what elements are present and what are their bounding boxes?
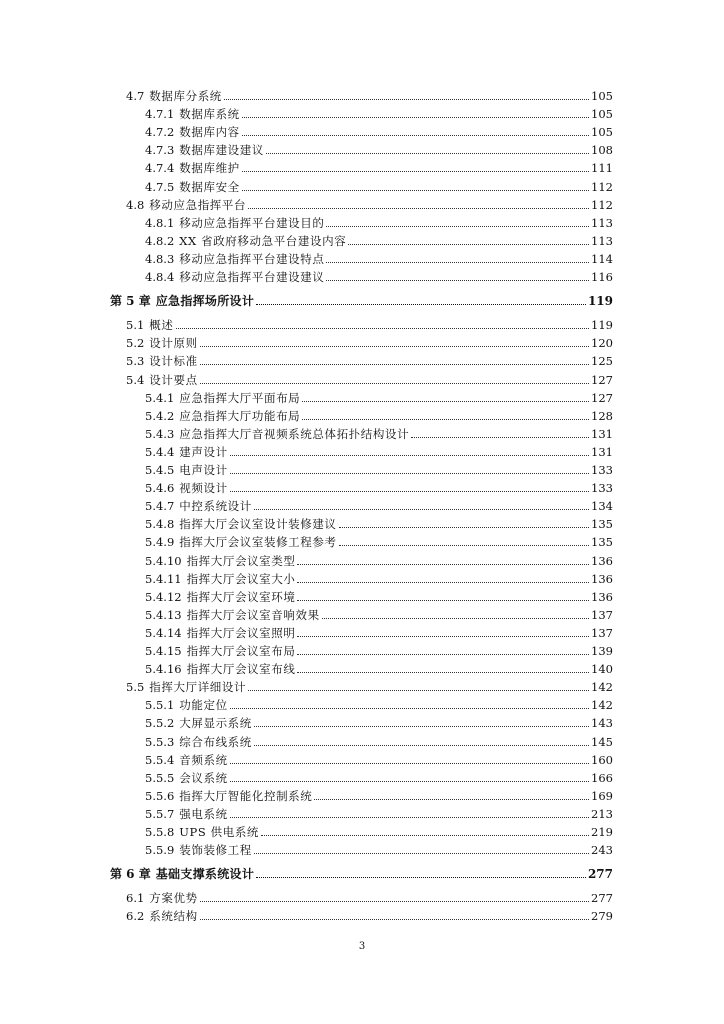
toc-entry[interactable] xyxy=(145,824,613,840)
toc-entry-page: 133 xyxy=(591,463,613,477)
toc-entry-number: 5.5.2 xyxy=(145,716,175,731)
toc-entry[interactable] xyxy=(126,679,613,695)
toc-entry-page: 213 xyxy=(591,806,613,821)
toc-entry-title: 数据库系统 xyxy=(179,107,240,122)
toc-entry[interactable] xyxy=(145,571,613,587)
dot-leader xyxy=(339,545,589,546)
dot-leader xyxy=(248,208,589,209)
toc-entry-title: 功能定位 xyxy=(179,698,228,713)
toc-entry-page: 112 xyxy=(591,179,613,194)
toc-entry-number: 5.5.1 xyxy=(145,698,175,713)
dot-leader xyxy=(254,853,589,854)
toc-entry-title: 设计要点 xyxy=(149,372,198,387)
dot-leader xyxy=(242,135,589,136)
dot-leader xyxy=(326,262,589,263)
toc-entry-title: 指挥大厅会议室照明 xyxy=(186,625,296,640)
toc-entry-number: 4.8.1 xyxy=(145,215,175,230)
toc-entry[interactable] xyxy=(145,106,613,122)
toc-entry-page: 119 xyxy=(587,294,613,309)
toc-entry-number: 5.4.10 xyxy=(145,553,182,568)
toc-entry[interactable] xyxy=(145,160,613,176)
toc-entry-page: 166 xyxy=(591,770,613,785)
toc-entry-number: 5.4.5 xyxy=(145,463,175,477)
toc-entry-page: 277 xyxy=(587,867,613,882)
dot-leader xyxy=(326,226,589,227)
toc-entry-page: 128 xyxy=(591,408,613,423)
toc-entry-number: 5.5 xyxy=(126,680,145,695)
toc-entry-page: 131 xyxy=(591,426,613,441)
toc-entry-number: 第 6 章 xyxy=(110,867,151,882)
dot-leader xyxy=(339,527,589,528)
toc-entry[interactable] xyxy=(145,734,613,750)
toc-entry-title: 指挥大厅详细设计 xyxy=(149,680,247,695)
toc-entry[interactable] xyxy=(145,625,613,641)
toc-entry-number: 4.8.2 xyxy=(145,233,175,248)
toc-entry-title: 概述 xyxy=(149,318,174,333)
toc-entry-title: 指挥大厅会议室环境 xyxy=(186,589,296,604)
toc-entry-page: 127 xyxy=(591,390,613,405)
toc-entry-page: 134 xyxy=(591,499,613,514)
toc-entry[interactable] xyxy=(145,534,613,550)
dot-leader xyxy=(322,618,589,619)
toc-entry-number: 4.7.1 xyxy=(145,107,175,122)
toc-entry-number: 5.5.8 xyxy=(145,825,175,839)
toc-entry-page: 135 xyxy=(591,517,613,532)
toc-entry-title: 系统结构 xyxy=(149,909,198,924)
toc-entry-page: 111 xyxy=(591,161,613,176)
toc-entry-page: 145 xyxy=(591,734,613,749)
dot-leader xyxy=(230,708,589,709)
toc-entry-title: 应急指挥大厅平面布局 xyxy=(179,390,301,405)
toc-entry-title: 数据库安全 xyxy=(179,179,240,194)
toc-entry[interactable] xyxy=(145,752,613,768)
toc-entry-page: 136 xyxy=(591,553,613,568)
toc-entry-page: 125 xyxy=(591,354,613,369)
toc-entry[interactable] xyxy=(145,607,613,623)
toc-entry-page: 142 xyxy=(591,698,613,713)
toc-entry[interactable] xyxy=(145,715,613,731)
toc-entry-title: 应急指挥场所设计 xyxy=(155,294,255,309)
dot-leader xyxy=(242,117,589,118)
toc-entry-number: 5.4.2 xyxy=(145,408,175,423)
toc-entry[interactable] xyxy=(126,890,613,906)
toc-entry-number: 6.1 xyxy=(126,891,145,906)
dot-leader xyxy=(200,364,589,365)
toc-entry[interactable] xyxy=(145,444,613,460)
toc-entry-page: 105 xyxy=(591,125,613,140)
toc-entry-number: 4.7.3 xyxy=(145,143,175,158)
toc-entry-number: 5.5.5 xyxy=(145,770,175,785)
toc-entry-page: 127 xyxy=(591,372,613,387)
toc-entry-number: 5.5.4 xyxy=(145,752,175,767)
dot-leader xyxy=(224,99,589,100)
toc-entry-page: 139 xyxy=(591,644,613,658)
toc-entry-number: 4.7 xyxy=(126,89,145,103)
toc-entry[interactable] xyxy=(145,770,613,786)
toc-entry-title: 应急指挥大厅功能布局 xyxy=(179,408,301,423)
dot-leader xyxy=(411,437,589,438)
dot-leader xyxy=(200,346,589,347)
toc-entry[interactable] xyxy=(145,124,613,140)
toc-entry-page: 105 xyxy=(591,89,613,103)
toc-entry-number: 5.4.7 xyxy=(145,499,175,514)
toc-entry-title: 建声设计 xyxy=(179,444,228,459)
toc-entry-number: 4.8.3 xyxy=(145,251,175,266)
toc-entry[interactable] xyxy=(145,408,613,424)
toc-entry[interactable] xyxy=(145,215,613,231)
toc-entry-page: 137 xyxy=(591,625,613,640)
toc-entry-page: 108 xyxy=(591,143,613,158)
dot-leader xyxy=(266,153,589,154)
toc-entry[interactable] xyxy=(145,233,613,249)
dot-leader xyxy=(302,419,589,420)
toc-entry-number: 5.4.6 xyxy=(145,481,175,496)
toc-entry-number: 5.2 xyxy=(126,336,145,351)
toc-entry[interactable] xyxy=(145,498,613,514)
toc-entry-title: 指挥大厅会议室布线 xyxy=(186,662,296,677)
toc-entry[interactable] xyxy=(145,269,613,285)
toc-entry[interactable] xyxy=(145,842,613,858)
toc-entry-page: 143 xyxy=(591,716,613,731)
dot-leader xyxy=(230,455,589,456)
dot-leader xyxy=(254,745,589,746)
dot-leader xyxy=(200,919,589,920)
toc-entry-number: 5.4.16 xyxy=(145,662,182,677)
toc-entry[interactable] xyxy=(145,480,613,496)
toc-entry-page: 135 xyxy=(591,535,613,550)
toc-entry-page: 219 xyxy=(591,825,613,839)
toc-entry[interactable] xyxy=(126,317,613,333)
toc-entry-page: 160 xyxy=(591,752,613,767)
toc-entry-title: 指挥大厅会议室设计装修建议 xyxy=(179,517,337,532)
toc-entry-title: 会议系统 xyxy=(179,770,228,785)
dot-leader xyxy=(200,383,589,384)
toc-entry-title: 指挥大厅会议室布局 xyxy=(186,644,296,658)
toc-entry-number: 5.4.14 xyxy=(145,625,182,640)
dot-leader xyxy=(326,280,589,281)
dot-leader xyxy=(348,244,589,245)
toc-entry-number: 5.4.15 xyxy=(145,644,182,658)
toc-entry-page: 136 xyxy=(591,571,613,586)
toc-entry-title: 移动应急指挥平台建设建议 xyxy=(179,270,325,284)
toc-entry-page: 137 xyxy=(591,607,613,622)
dot-leader xyxy=(230,473,589,474)
toc-entry-title: UPS 供电系统 xyxy=(179,825,260,839)
toc-entry-number: 5.5.7 xyxy=(145,806,175,821)
toc-entry-page: 142 xyxy=(591,680,613,695)
dot-leader xyxy=(297,582,589,583)
toc-entry-title: 数据库分系统 xyxy=(149,89,222,103)
toc-entry-title: XX 省政府移动急平台建设内容 xyxy=(179,233,347,248)
toc-entry[interactable] xyxy=(145,643,613,659)
toc-entry-page: 140 xyxy=(591,662,613,677)
toc-entry-title: 指挥大厅会议室装修工程参考 xyxy=(179,535,337,550)
toc-entry-number: 5.5.9 xyxy=(145,843,175,858)
toc-entry-title: 指挥大厅会议室类型 xyxy=(186,553,296,568)
toc-entry-title: 移动应急指挥平台 xyxy=(149,197,247,212)
toc-entry-title: 基础支撑系统设计 xyxy=(155,867,255,882)
toc-entry-title: 装饰装修工程 xyxy=(179,843,252,858)
toc-entry-number: 5.5.6 xyxy=(145,788,175,803)
dot-leader xyxy=(176,328,590,329)
dot-leader xyxy=(230,817,589,818)
toc-entry[interactable] xyxy=(145,553,613,569)
toc-entry-title: 视频设计 xyxy=(179,481,228,496)
toc-entry-number: 4.8.4 xyxy=(145,270,175,284)
toc-entry-number: 5.4 xyxy=(126,372,145,387)
toc-entry-number: 5.4.1 xyxy=(145,390,175,405)
toc-entry-number: 5.4.4 xyxy=(145,444,175,459)
toc-entry[interactable] xyxy=(145,390,613,406)
dot-leader xyxy=(256,877,586,878)
toc-entry-page: 243 xyxy=(591,843,613,858)
dot-leader xyxy=(256,304,586,305)
toc-entry-page: 133 xyxy=(591,481,613,496)
toc-entry-title: 数据库维护 xyxy=(179,161,240,176)
toc-entry-number: 5.3 xyxy=(126,354,145,369)
toc-entry[interactable] xyxy=(145,516,613,532)
toc-entry-title: 应急指挥大厅音视频系统总体拓扑结构设计 xyxy=(179,426,410,441)
dot-leader xyxy=(302,401,589,402)
toc-entry-title: 数据库建设建议 xyxy=(179,143,264,158)
dot-leader xyxy=(254,509,589,510)
dot-leader xyxy=(254,726,589,727)
toc-entry[interactable] xyxy=(126,353,613,369)
dot-leader xyxy=(242,171,589,172)
dot-leader xyxy=(297,600,589,601)
toc-entry-title: 设计原则 xyxy=(149,336,198,351)
toc-entry-number: 5.4.11 xyxy=(145,571,182,586)
toc-entry-page: 105 xyxy=(591,107,613,122)
toc-entry-title: 指挥大厅会议室大小 xyxy=(186,571,296,586)
toc-entry-number: 5.4.9 xyxy=(145,535,175,550)
toc-entry-number: 4.7.5 xyxy=(145,179,175,194)
toc-entry[interactable] xyxy=(126,335,613,351)
toc-entry-number: 5.1 xyxy=(126,318,145,333)
dot-leader xyxy=(297,672,589,673)
toc-entry[interactable] xyxy=(145,589,613,605)
toc-entry-page: 169 xyxy=(591,788,613,803)
toc-entry[interactable] xyxy=(126,197,613,213)
toc-entry[interactable] xyxy=(145,806,613,822)
dot-leader xyxy=(314,799,589,800)
toc-entry-title: 方案优势 xyxy=(149,891,198,906)
toc-entry-page: 277 xyxy=(591,891,613,906)
toc-chapter[interactable] xyxy=(110,293,613,309)
toc-entry-title: 移动应急指挥平台建设目的 xyxy=(179,215,325,230)
toc-entry-title: 大屏显示系统 xyxy=(179,716,252,731)
toc-entry-number: 5.4.12 xyxy=(145,589,182,604)
toc-entry-title: 指挥大厅会议室音响效果 xyxy=(186,607,320,622)
toc-entry[interactable] xyxy=(126,88,613,104)
toc-entry-title: 强电系统 xyxy=(179,806,228,821)
toc-entry[interactable] xyxy=(145,179,613,195)
toc-entry-title: 电声设计 xyxy=(179,463,228,477)
toc-entry-number: 第 5 章 xyxy=(110,294,151,309)
toc-entry[interactable] xyxy=(145,251,613,267)
dot-leader xyxy=(230,763,589,764)
toc-entry-title: 中控系统设计 xyxy=(179,499,252,514)
toc-entry-title: 综合布线系统 xyxy=(179,734,252,749)
toc-entry-title: 移动应急指挥平台建设特点 xyxy=(179,251,325,266)
toc-entry-page: 120 xyxy=(591,336,613,351)
toc-entry-page: 131 xyxy=(591,444,613,459)
toc-chapter[interactable] xyxy=(110,866,613,882)
toc-entry[interactable] xyxy=(145,661,613,677)
toc-entry-number: 6.2 xyxy=(126,909,145,924)
toc-entry-number: 4.7.4 xyxy=(145,161,175,176)
toc-entry[interactable] xyxy=(145,142,613,158)
toc-entry-page: 114 xyxy=(591,251,613,266)
dot-leader xyxy=(248,690,589,691)
toc-entry-page: 112 xyxy=(591,197,613,212)
toc-entry[interactable] xyxy=(145,697,613,713)
toc-entry-title: 音频系统 xyxy=(179,752,228,767)
dot-leader xyxy=(297,564,589,565)
dot-leader xyxy=(200,901,589,902)
toc-entry[interactable] xyxy=(126,908,613,924)
toc-entry-title: 数据库内容 xyxy=(179,125,240,140)
toc-entry-number: 5.4.3 xyxy=(145,426,175,441)
dot-leader xyxy=(261,835,589,836)
toc-entry[interactable] xyxy=(145,462,613,478)
toc-entry-number: 5.5.3 xyxy=(145,734,175,749)
toc-entry-number: 4.8 xyxy=(126,197,145,212)
toc-entry[interactable] xyxy=(145,426,613,442)
dot-leader xyxy=(242,190,589,191)
toc-entry-page: 136 xyxy=(591,589,613,604)
toc-entry-page: 113 xyxy=(591,233,613,248)
toc-entry-page: 279 xyxy=(591,909,613,924)
toc-entry-number: 5.4.13 xyxy=(145,607,182,622)
dot-leader xyxy=(297,636,589,637)
dot-leader xyxy=(230,781,589,782)
toc-entry-title: 指挥大厅智能化控制系统 xyxy=(179,788,313,803)
dot-leader xyxy=(230,491,589,492)
toc-entry-title: 设计标准 xyxy=(149,354,198,369)
toc-entry-page: 119 xyxy=(591,318,613,333)
toc-entry-number: 5.4.8 xyxy=(145,517,175,532)
toc-entry-number: 4.7.2 xyxy=(145,125,175,140)
toc-entry[interactable] xyxy=(126,372,613,388)
dot-leader xyxy=(297,654,589,655)
toc-entry[interactable] xyxy=(145,788,613,804)
toc-entry-page: 113 xyxy=(591,215,613,230)
page-number: 3 xyxy=(358,941,366,952)
toc-entry-page: 116 xyxy=(591,270,613,284)
